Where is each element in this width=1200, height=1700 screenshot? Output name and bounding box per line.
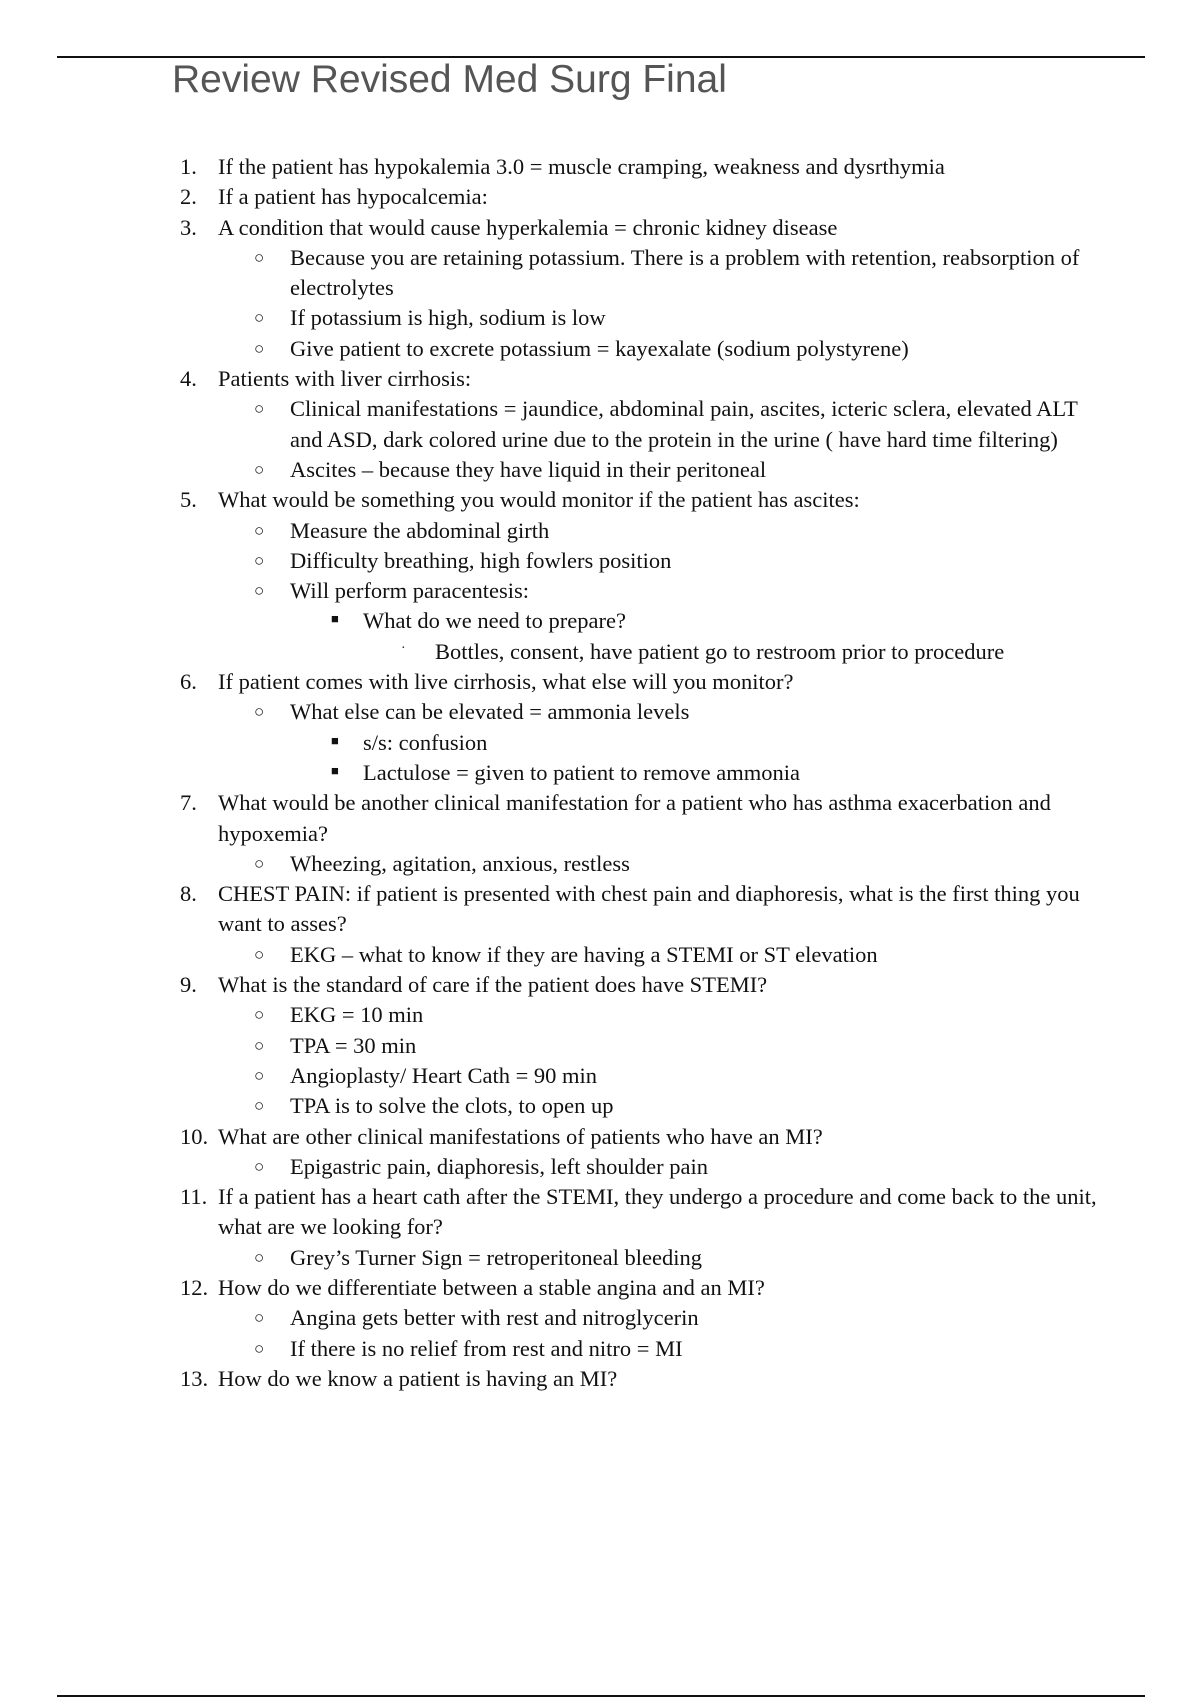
circle-bullet-icon: ○ (254, 1035, 265, 1055)
sub-sub-item (0, 728, 1200, 758)
circle-bullet-icon: ○ (254, 399, 265, 419)
dot-bullet-icon: · (401, 640, 406, 656)
sub-item (0, 516, 1090, 546)
sub-sub-item (0, 606, 1200, 636)
square-bullet-icon: ■ (331, 611, 339, 627)
bottom-rule (57, 1695, 1145, 1697)
list-item (0, 879, 1098, 940)
sub-item (0, 243, 1090, 304)
square-bullet-icon: ■ (331, 732, 339, 748)
item-number: 11. (180, 1184, 208, 1210)
sub-item (0, 334, 1090, 364)
list-item (0, 1182, 1098, 1243)
sub-item-text: Difficulty breathing, high fowlers position (290, 547, 672, 573)
item-text: What would be something you would monitor if the patient has ascites: (218, 487, 860, 513)
sub-item (0, 1152, 1090, 1182)
list-item (0, 364, 1098, 394)
circle-bullet-icon: ○ (254, 1156, 265, 1176)
sub-item (0, 546, 1090, 576)
sub-item (0, 1303, 1090, 1333)
list-item (0, 152, 1098, 182)
sub-item (0, 1061, 1090, 1091)
circle-bullet-icon: ○ (254, 853, 265, 873)
sub-item-text: If potassium is high, sodium is low (290, 305, 606, 331)
sub-sub-item-text: What do we need to prepare? (363, 608, 626, 634)
list-item (0, 788, 1098, 849)
sub-item-text: Give patient to excrete potassium = kayexalate (sodium polystyrene) (290, 335, 909, 361)
circle-bullet-icon: ○ (254, 1308, 265, 1328)
sub-item-text: Wheezing, agitation, anxious, restless (290, 850, 630, 876)
sub-sub-item-text: Lactulose = given to patient to remove ammonia (363, 759, 800, 785)
circle-bullet-icon: ○ (254, 247, 265, 267)
item-text: If a patient has a heart cath after the STEMI, they undergo a procedure and come back to the unit, what are we looking for? (218, 1184, 1097, 1240)
item-text: If patient comes with live cirrhosis, what else will you monitor? (218, 669, 794, 695)
item-text: If the patient has hypokalemia 3.0 = muscle cramping, weakness and dysrthymia (218, 154, 945, 179)
item-text: What are other clinical manifestations of patients who have an MI? (218, 1123, 823, 1149)
item-number: 1. (180, 154, 197, 179)
sub-item (0, 1000, 1090, 1030)
sub-item-text: Epigastric pain, diaphoresis, left shoulder pain (290, 1153, 709, 1179)
sub-item-text: Clinical manifestations = jaundice, abdominal pain, ascites, icteric sclera, elevated ALT and ASD, dark colored urine due to the protein in the urine ( have hard time filtering) (290, 396, 1078, 452)
item-number: 2. (180, 184, 197, 210)
item-number: 8. (180, 881, 197, 907)
list-item (0, 182, 1098, 212)
item-text: CHEST PAIN: if patient is presented with chest pain and diaphoresis, what is the first thing you want to asses? (218, 881, 1080, 937)
sub-sub-sub-item-text: Bottles, consent, have patient go to restroom prior to procedure (435, 638, 1005, 664)
sub-item-text: If there is no relief from rest and nitro = MI (290, 1335, 683, 1361)
list-item (0, 1122, 1098, 1152)
item-text: What is the standard of care if the patient does have STEMI? (218, 972, 768, 998)
circle-bullet-icon: ○ (254, 1005, 265, 1025)
circle-bullet-icon: ○ (254, 1096, 265, 1116)
sub-item-text: Angioplasty/ Heart Cath = 90 min (290, 1062, 598, 1088)
list-item (0, 213, 1098, 243)
sub-item (0, 697, 1090, 727)
list-item (0, 485, 1098, 515)
circle-bullet-icon: ○ (254, 308, 265, 328)
list-item (0, 667, 1098, 697)
sub-item-text: EKG – what to know if they are having a STEMI or ST elevation (290, 941, 878, 967)
item-text: If a patient has hypocalcemia: (218, 184, 488, 210)
sub-item (0, 1091, 1090, 1121)
item-number: 13. (180, 1365, 209, 1391)
page-title: Review Revised Med Surg Final (172, 58, 727, 101)
item-number: 12. (180, 1274, 209, 1300)
item-text: Patients with liver cirrhosis: (218, 366, 472, 392)
sub-item-text: What else can be elevated = ammonia levels (290, 699, 690, 725)
item-number: 7. (180, 790, 197, 816)
circle-bullet-icon: ○ (254, 581, 265, 601)
circle-bullet-icon: ○ (254, 1247, 265, 1267)
list-item (0, 970, 1098, 1000)
circle-bullet-icon: ○ (254, 1338, 265, 1358)
circle-bullet-icon: ○ (254, 338, 265, 358)
item-text: How do we differentiate between a stable angina and an MI? (218, 1274, 765, 1300)
item-text: A condition that would cause hyperkalemia = chronic kidney disease (218, 214, 838, 240)
sub-item (0, 1031, 1090, 1061)
list-item (0, 1364, 1098, 1394)
sub-item-text: Ascites – because they have liquid in their peritoneal (290, 456, 767, 482)
square-bullet-icon: ■ (331, 762, 339, 778)
circle-bullet-icon: ○ (254, 1065, 265, 1085)
circle-bullet-icon: ○ (254, 702, 265, 722)
sub-item-text: Angina gets better with rest and nitroglycerin (290, 1305, 699, 1331)
sub-item (0, 849, 1090, 879)
sub-sub-item (0, 758, 1200, 788)
item-number: 10. (180, 1123, 209, 1149)
sub-item (0, 1334, 1090, 1364)
sub-item-text: Measure the abdominal girth (290, 517, 550, 543)
circle-bullet-icon: ○ (254, 520, 265, 540)
sub-item-text: Grey’s Turner Sign = retroperitoneal bleeding (290, 1244, 702, 1270)
sub-item (0, 576, 1090, 606)
item-number: 4. (180, 366, 197, 392)
sub-item-text: Will perform paracentesis: (290, 578, 529, 604)
item-number: 3. (180, 214, 197, 240)
item-number: 9. (180, 972, 197, 998)
item-number: 5. (180, 487, 197, 513)
item-number: 6. (180, 669, 197, 695)
sub-item (0, 455, 1090, 485)
sub-item-text: TPA is to solve the clots, to open up (290, 1093, 614, 1119)
sub-sub-item-text: s/s: confusion (363, 729, 488, 755)
sub-sub-sub-item (0, 637, 1200, 667)
circle-bullet-icon: ○ (254, 550, 265, 570)
sub-item-text: EKG = 10 min (290, 1002, 424, 1028)
sub-item (0, 303, 1090, 333)
item-text: How do we know a patient is having an MI? (218, 1365, 618, 1391)
question-list (0, 152, 1200, 1394)
sub-item-text: TPA = 30 min (290, 1032, 417, 1058)
circle-bullet-icon: ○ (254, 944, 265, 964)
sub-item (0, 940, 1090, 970)
list-item (0, 1273, 1098, 1303)
sub-item (0, 394, 1090, 455)
circle-bullet-icon: ○ (254, 459, 265, 479)
item-text: What would be another clinical manifestation for a patient who has asthma exacerbation and hypoxemia? (218, 790, 1051, 846)
sub-item (0, 1243, 1090, 1273)
sub-item-text: Because you are retaining potassium. There is a problem with retention, reabsorption of electrolytes (290, 244, 1080, 301)
